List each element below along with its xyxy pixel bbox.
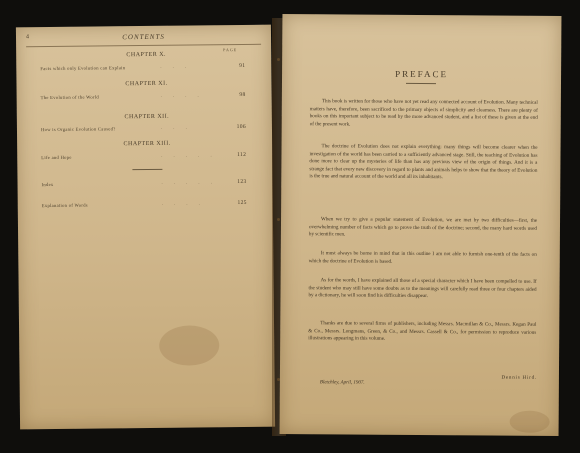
page-column-label: PAGE [223,47,238,53]
toc-entry-title: Index [41,181,54,188]
leader-dots: . . . . . [161,179,217,185]
toc-entry-page: 91 [239,62,246,70]
toc-entry-title: Explanation of Words [41,202,88,209]
leader-dots: . . . . [160,92,204,98]
place-date: Bletchley, April, 1907. [319,380,365,386]
toc-entry-title: How is Organic Evolution Caused? [40,126,116,133]
leader-dots: . . . . [161,200,205,206]
preface-paragraph: The doctrine of Evolution does not explain everything: many things will become clearer when the investigation of the world has been carried to a sufficiently advanced stage. Still, the teaching of Evolution has done more to clear up the mysteries of life than has any previous view of the origin of things. And it is a strange fact that every new discovery in regard to plants and animals helps to show that the theory of Evolution is the true and natural account of the world and all its inhabitants. [309,143,538,181]
chapter-heading: CHAPTER XIII. [123,140,171,148]
page-number: 4 [25,34,30,41]
paper-stain [510,411,550,433]
preface-page [280,14,562,436]
toc-entry-title: The Evolution of the World [40,94,100,101]
toc-entry-page: 112 [237,151,247,159]
toc-entry [41,152,246,162]
chapter-heading: CHAPTER XII. [124,113,170,121]
preface-paragraph: When we try to give a popular statement of Evolution, we are met by two difficulties—first, the overwhelming number of facts which go to prove the truth of the doctrine; second, the many hard words used by scientific men. [308,216,538,238]
preface-paragraph: Thanks are due to several firms of publishers, including Messrs. Macmillan & Co., Messrs. Kegan Paul & Co., Messrs. Longmans, Green, & Co., and Messrs. Cassell & Co., for permission to reproduce various illustrations appearing in this volume. [308,320,537,342]
toc-entry [42,179,247,189]
chapter-heading: CHAPTER XI. [125,80,168,88]
contents-page [16,25,275,430]
binding-hole [277,58,280,61]
title-rule [406,83,436,84]
leader-dots: . . . . . [161,152,217,158]
chapter-heading: CHAPTER X. [126,51,167,59]
toc-entry-page: 106 [236,123,246,131]
toc-entry [40,63,245,73]
toc-entry-page: 98 [239,91,246,99]
toc-entry-page: 123 [237,178,247,186]
section-rule [132,169,162,170]
leader-dots: . . . [160,124,192,130]
preface-paragraph: As for the words, I have explained all those of a special character which I have been compelled to use. If the student who may still have some doubts as to the meanings will carefully read three or four chapters aided by a dictionary, he will soon find his difficulties disappear. [308,277,537,300]
preface-paragraph: It must always be borne in mind that in this outline I am not able to furnish one-tenth of the facts on which the doctrine of Evolution is based. [308,250,537,265]
author-signature: Dennis Hird. [501,375,537,381]
toc-entry-title: Facts which only Evolution can Explain [40,65,126,72]
leader-dots: . . . [160,63,192,69]
toc-entry [42,200,247,210]
contents-title: CONTENTS [122,32,165,42]
preface-paragraph: This book is written for those who have not yet read any connected account of Evolution. Many technical matters have, therefore, been sacrificed to the primary objects of simplicity and clearness. There are plenty of books on this important subject to be read by the more advanced student, and a list of these is given at the end of the present work. [309,98,538,128]
paper-stain [159,325,219,366]
toc-entry-page: 125 [237,199,247,207]
toc-entry [41,92,246,102]
toc-entry-title: Life and Hope [41,154,72,161]
preface-title: PREFACE [395,68,449,80]
binding-hole [277,218,280,221]
toc-entry [41,124,246,134]
